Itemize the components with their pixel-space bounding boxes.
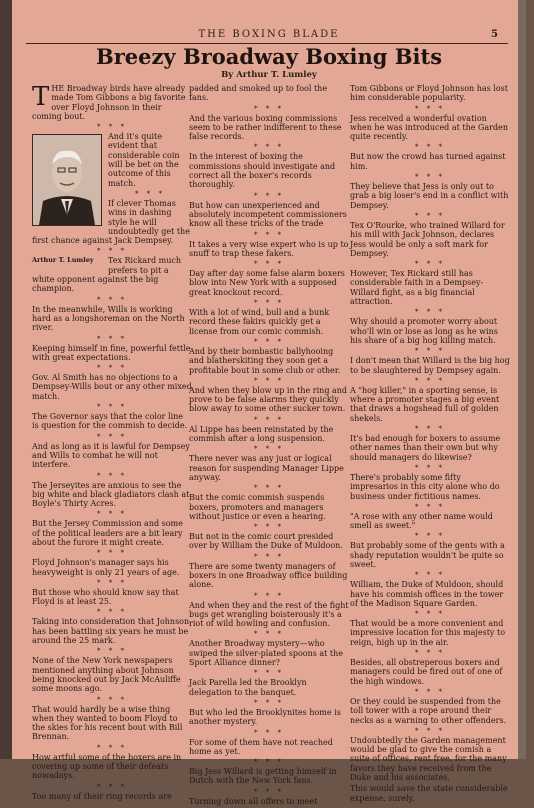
paragraph: Undoubtedly the Garden management would be glad to give the comish a suite of offices, rent free, for the many favors they have received from the Duke and his associates.	[350, 735, 507, 783]
paragraph: And it's quite evident that considerable coin will be bet on the outcome of this match.	[108, 132, 180, 188]
paragraph: Keeping himself in fine, powerful fettle with great expectations.	[32, 343, 191, 362]
separator-stars: * * *	[97, 123, 127, 132]
separator-stars: * * *	[97, 743, 127, 752]
paragraph: With a lot of wind, bull and a bunk record these fakirs quickly get a license from our comic commish.	[189, 308, 330, 336]
paragraph: The Jerseyites are anxious to see the big white and black gladiators clash at Boyle's Thirty Acres.	[32, 480, 190, 509]
page-edge	[518, 0, 526, 759]
separator-stars: * * *	[97, 510, 127, 519]
paragraph: In the interest of boxing the commissions should investigate and correct all the boxer's records thoroughly.	[189, 152, 336, 190]
paragraph: There are some twenty managers of boxers in one Broadway office building alone.	[189, 561, 348, 590]
separator-stars: * * *	[97, 247, 127, 256]
separator-stars: * * *	[97, 578, 127, 587]
paragraph: Tom Gibbons or Floyd Johnson has lost him considerable popularity.	[350, 84, 508, 103]
separator-stars: * * *	[254, 630, 284, 639]
paragraph: Taking into consideration that Johnson has been battling six years he must be around the 25 mark.	[32, 617, 190, 646]
separator-stars: * * *	[97, 432, 127, 441]
paragraph: Jack Parella led the Brooklyn delegation to the banquet.	[189, 678, 307, 697]
paragraph: But now the crowd has turned against him.	[350, 152, 506, 171]
separator-stars: * * *	[415, 649, 445, 658]
paragraph: In the meanwhile, Wills is working hard as a longshoreman on the North river.	[32, 304, 185, 333]
portrait-photo	[32, 134, 102, 226]
paragraph: And when they blow up in the ring and prove to be false alarms they quickly blow away to some other sucker town.	[189, 385, 348, 414]
paragraph: Turning down all offers to meet	[189, 796, 318, 806]
separator-stars: * * *	[415, 463, 445, 472]
separator-stars: * * *	[415, 173, 445, 182]
paragraph: I don't mean that Willard is the big hog to be slaughtered by Dempsey again.	[350, 356, 510, 375]
separator-stars: * * *	[97, 782, 127, 791]
separator-stars: * * *	[254, 591, 284, 600]
separator-stars: * * *	[254, 143, 284, 152]
paragraph: Floyd Johnson's manager says his heavyweight is only 21 years of age.	[32, 558, 180, 577]
separator-stars: * * *	[254, 758, 284, 767]
portrait-caption: Arthur T. Lumley	[32, 256, 94, 265]
separator-stars: * * *	[254, 484, 284, 493]
paragraph: Or they could be suspended from the toll tower with a rope around their necks as a warning to other offenders.	[350, 696, 507, 725]
separator-stars: * * *	[97, 403, 127, 412]
page-binding	[0, 0, 12, 759]
separator-stars: * * *	[97, 334, 127, 343]
paragraph: And as long as it is lawful for Dempsey and Wills to combat he will not interfere.	[32, 441, 190, 470]
column-3	[350, 84, 510, 805]
paragraph: Al Lippe has been reinstated by the commish after a long suspension.	[189, 424, 334, 444]
separator-stars: * * *	[415, 610, 445, 619]
paragraph: If clever Thomas wins in dashing style he will undoubtedly get the first chance against Jack Dempsey.	[32, 198, 190, 246]
paragraph: A "hog killer," in a sporting sense, is where a promoter stages a big event that draws a hogshead full of golden shekels.	[350, 385, 500, 423]
separator-stars: * * *	[97, 364, 127, 373]
separator-stars: * * *	[254, 669, 284, 678]
separator-stars: * * *	[254, 376, 284, 385]
separator-stars: * * *	[415, 687, 445, 696]
paragraph: William, the Duke of Muldoon, should have his commish offices in the tower of the Madison Square Garden.	[350, 580, 504, 608]
paragraph: But not in the comic court presided over by William the Duke of Muldoon.	[189, 532, 343, 551]
paragraph: None of the New York newspapers mentioned anything about Johnson being knocked out by Jack McAuliffe some moons ago.	[32, 656, 181, 694]
separator-stars: * * *	[254, 104, 284, 113]
paragraph: And by their bombastic ballyhooing and blatherskiting they soon get a profitable bout in some club or other.	[189, 346, 341, 375]
paragraph: Day after day some false alarm boxers blow into New York with a supposed great knockout record.	[189, 269, 345, 297]
paragraph: But probably some of the gents with a shady reputation wouldn't be quite so sweet.	[350, 541, 505, 569]
separator-stars: * * *	[254, 191, 284, 200]
page-number: 5	[491, 29, 498, 40]
separator-stars: * * *	[254, 523, 284, 532]
separator-stars: * * *	[415, 260, 445, 269]
paragraph: How artful some of the boxers are in covering up some of their defeats nowadays.	[32, 752, 182, 781]
paragraph: But those who should know say that Floyd is at least 25.	[32, 587, 179, 607]
separator-stars: * * *	[254, 260, 284, 269]
paragraph: padded and smoked up to fool the fans.	[189, 84, 328, 103]
paragraph: And when they and the rest of the fight bugs get wrangling boisterously it's a riot of wild howling and confusion.	[189, 600, 349, 629]
drop-cap: T	[32, 82, 50, 112]
paragraph: THE Broadway birds have already made Tom Gibbons a big favorite over Floyd Johnson in their coming bout.	[32, 82, 186, 121]
separator-stars: * * *	[254, 230, 284, 239]
separator-stars: * * *	[254, 299, 284, 308]
paragraph: "A rose with any other name would smell as sweet."	[350, 511, 493, 531]
separator-stars: * * *	[254, 552, 284, 561]
separator-stars: * * *	[254, 787, 284, 796]
paragraph: Besides, all obstreperous boxers and managers could be fired out of one of the high windows.	[350, 658, 503, 686]
separator-stars: * * *	[254, 337, 284, 346]
separator-stars: * * *	[415, 571, 445, 580]
separator-stars: * * *	[415, 376, 445, 385]
separator-stars: * * *	[415, 425, 445, 434]
separator-stars: * * *	[415, 143, 445, 152]
paragraph: But how can unexperienced and absolutely incompetent commissioners know all these tricks of the trade	[189, 200, 347, 229]
paragraph: Too many of their ring records are	[32, 791, 172, 801]
article-byline: By Arthur T. Lumley	[221, 70, 317, 80]
paragraph: The Governor says that the color line is question for the commish to decide.	[32, 412, 188, 431]
paragraph: This would save the state considerable expense, surely.	[350, 784, 508, 803]
paragraph: However, Tex Rickard still has considerable faith in a Dempsey-Willard fight, as a big financial attraction.	[350, 269, 484, 307]
paragraph: There never was any just or logical reason for suspending Manager Lippe anyway.	[189, 454, 344, 482]
paragraph: That would hardly be a wise thing when they wanted to boom Floyd to the skies for his recent bout with Bill Brennan.	[32, 704, 183, 742]
separator-stars: * * *	[254, 698, 284, 707]
separator-stars: * * *	[254, 728, 284, 737]
separator-stars: * * *	[97, 647, 127, 656]
paragraph: Jess received a wonderful ovation when he was introduced at the Garden quite recently.	[350, 113, 509, 142]
journal-name: THE BOXING BLADE	[198, 29, 340, 40]
separator-stars: * * *	[135, 189, 165, 198]
separator-stars: * * *	[415, 726, 445, 735]
separator-stars: * * *	[97, 608, 127, 617]
paragraph: Tex Rickard much prefers to pit a white opponent against the big champion.	[32, 256, 182, 294]
paragraph: But the comic commish suspends boxers, promoters and managers without justice or even a hearing.	[189, 493, 326, 521]
paragraph: It's bad enough for boxers to assume other names than their own but why should managers do likewise?	[350, 434, 501, 462]
separator-stars: * * *	[415, 532, 445, 541]
column-2	[189, 84, 349, 808]
paragraph: And the various boxing commissions seem to be rather indifferent to these false records.	[189, 113, 342, 142]
separator-stars: * * *	[415, 211, 445, 220]
separator-stars: * * *	[97, 549, 127, 558]
separator-stars: * * *	[254, 415, 284, 424]
paragraph: They believe that Jess is only out to grab a big loser's end in a conflict with Dempsey.	[350, 182, 509, 210]
separator-stars: * * *	[97, 695, 127, 704]
paragraph: Why should a promoter worry about who'll win or lose as long as he wins his share of a big hog killing match.	[350, 317, 498, 345]
column-1	[32, 84, 192, 803]
paragraph: Big Jess Willard is getting himself in Dutch with the New York fans.	[189, 767, 337, 786]
separator-stars: * * *	[415, 502, 445, 511]
paragraph: That would be a more convenient and impressive location for this majesty to reign, high up in the air.	[350, 619, 506, 647]
separator-stars: * * *	[254, 445, 284, 454]
paragraph: But who led the Brooklynites home is another mystery.	[189, 707, 341, 727]
paragraph: There's probably some fifty impresarios in this city alone who do business under fictitious names.	[350, 472, 500, 501]
separator-stars: * * *	[415, 104, 445, 113]
separator-stars: * * *	[97, 471, 127, 480]
magazine-page	[12, 0, 526, 806]
separator-stars: * * *	[97, 295, 127, 304]
paragraph: Tex O'Rourke, who trained Willard for his mill with Jack Johnson, declares Jess would be only a soft mark for Dempsey.	[350, 220, 505, 258]
separator-stars: * * *	[415, 308, 445, 317]
separator-stars: * * *	[415, 347, 445, 356]
article-title: Breezy Broadway Boxing Bits	[95, 44, 443, 69]
paragraph: It takes a very wise expert who is up to snuff to trap these fakers.	[189, 239, 349, 258]
paragraph: For some of them have not reached home as yet.	[189, 737, 333, 756]
paragraph: Gov. Al Smith has no objections to a Dempsey-Wills bout or any other mixed match.	[32, 373, 192, 401]
paragraph: But the Jersey Commission and some of the political leaders are a bit leary about the furore it might create.	[32, 519, 183, 547]
paragraph: Another Broadway mystery—who swiped the silver-plated spoons at the Sport Alliance dinner?	[189, 639, 344, 668]
